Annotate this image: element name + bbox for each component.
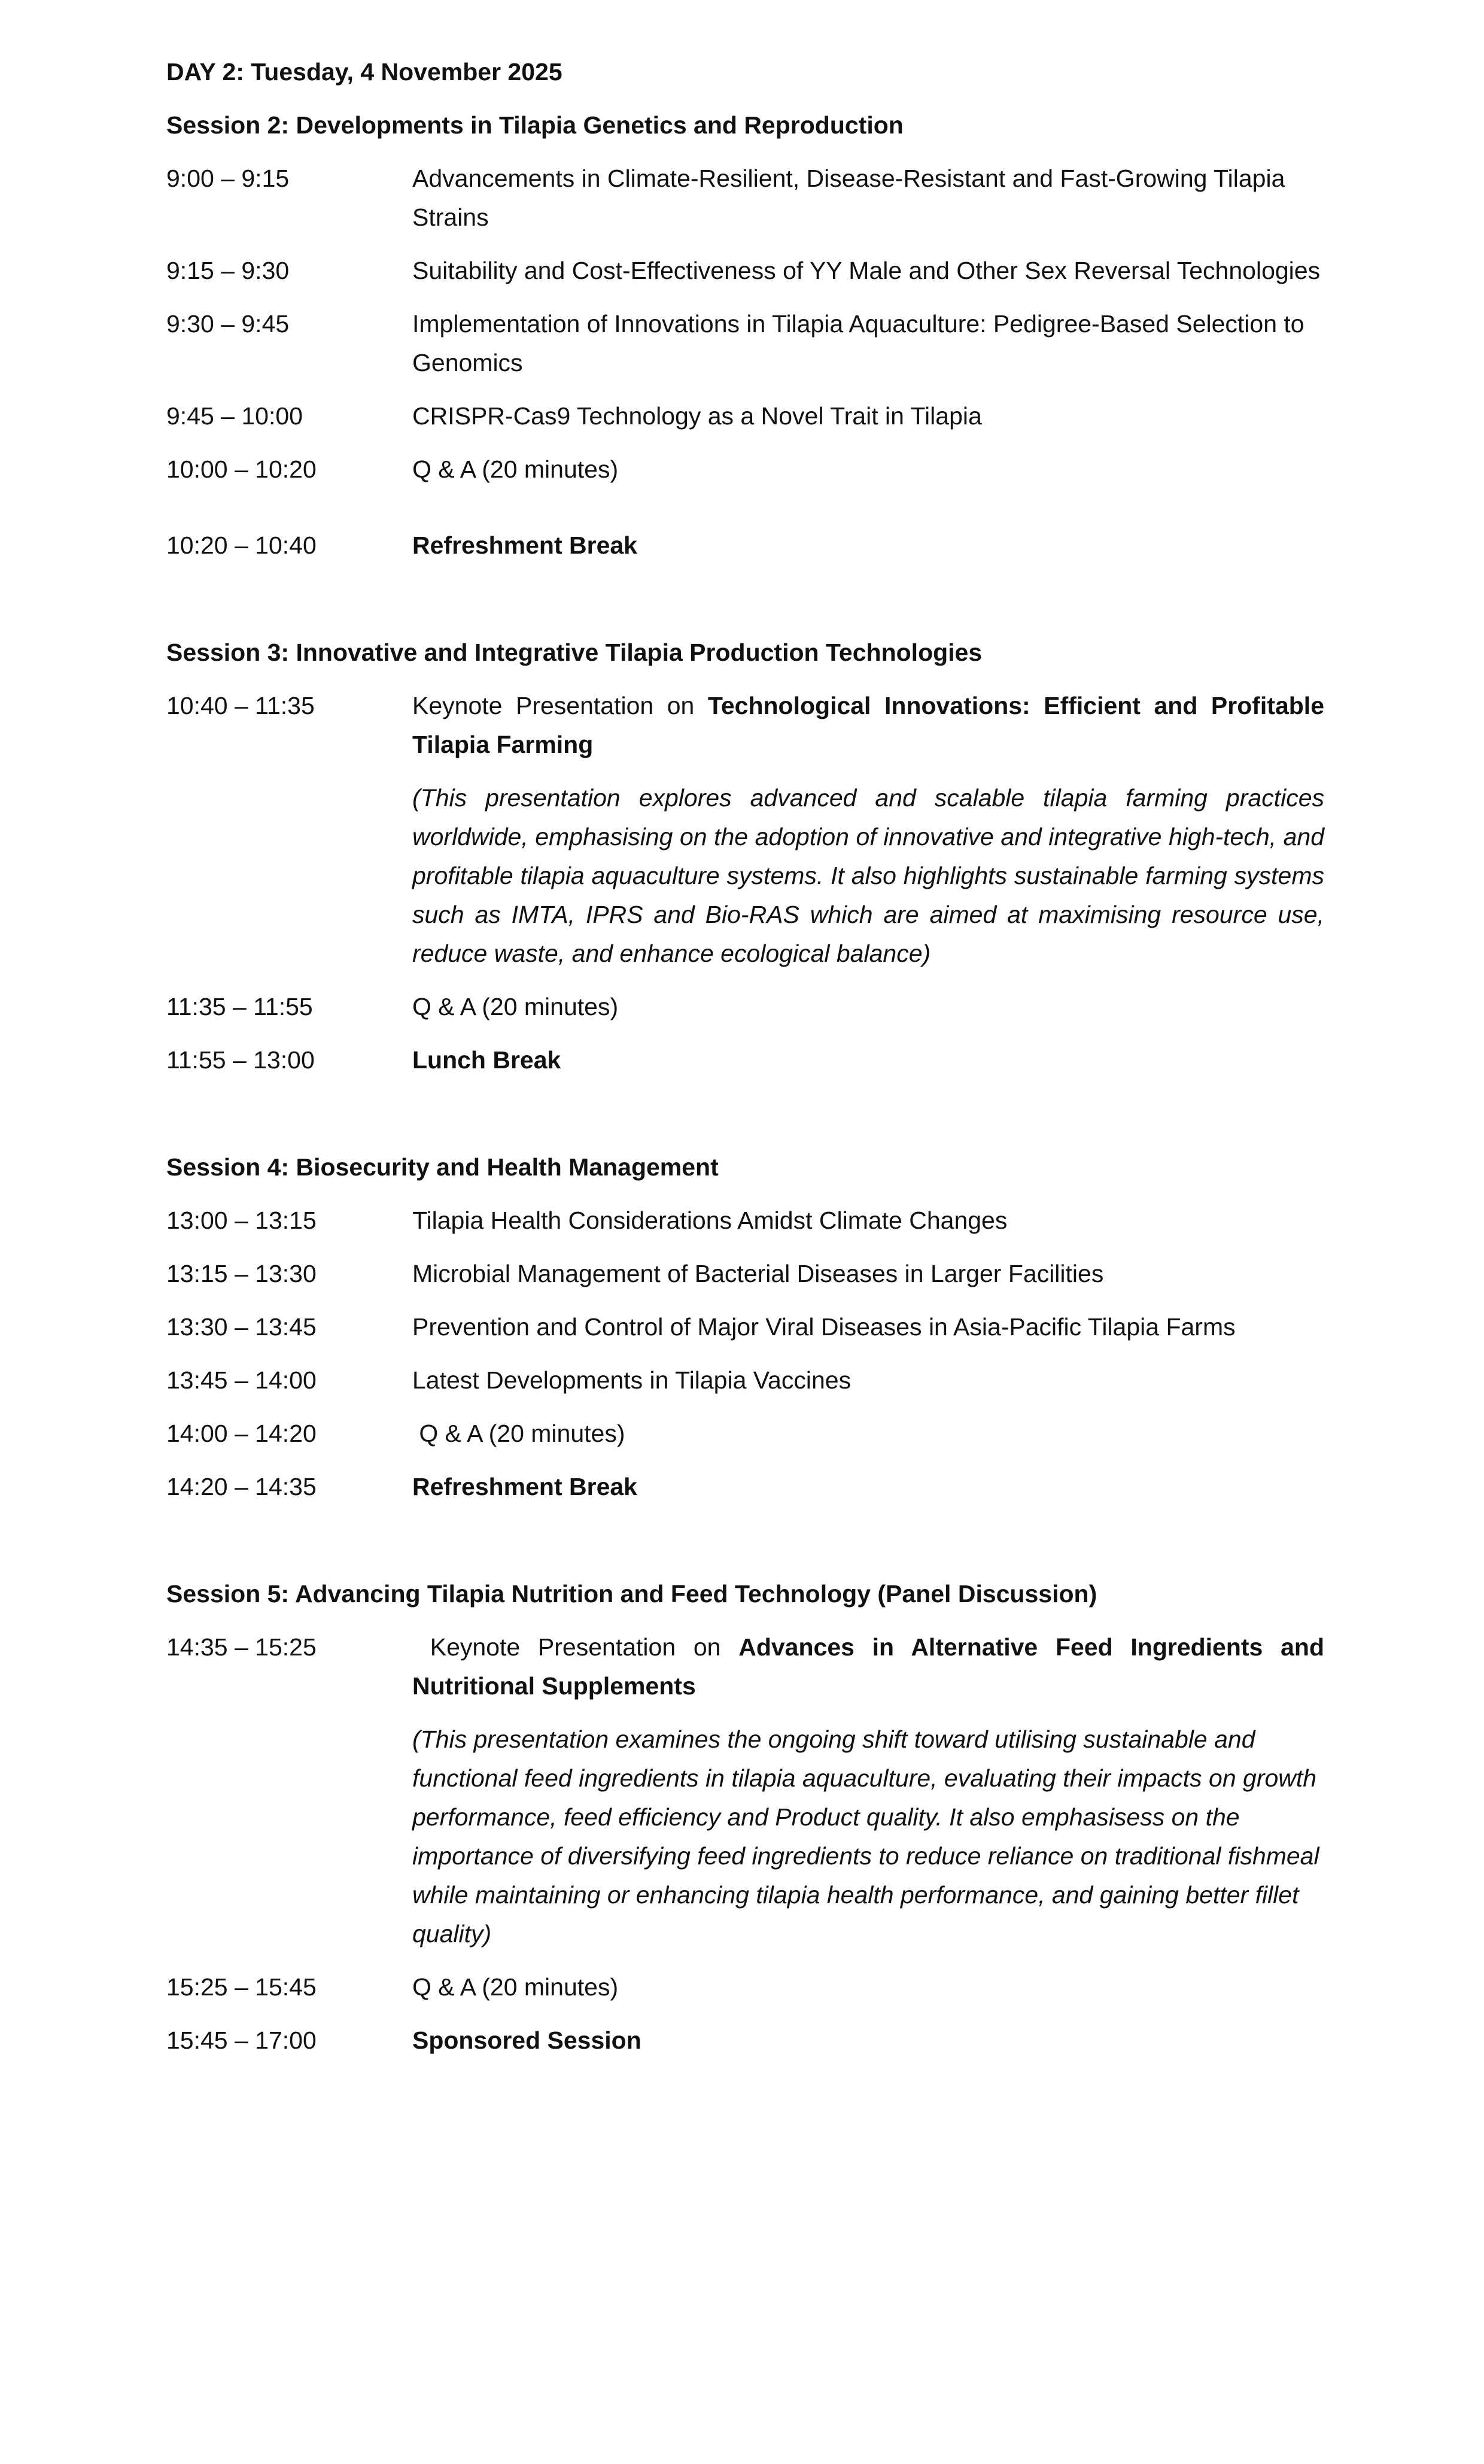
keynote-title: Technological Innovations: Efficient and Profitable Tilapia Farming (412, 692, 1324, 758)
sponsored-row (166, 2021, 1324, 2060)
schedule-row (166, 1361, 1324, 1400)
talk-title: CRISPR-Cas9 Technology as a Novel Trait in Tilapia (412, 402, 982, 430)
keynote-description: (This presentation examines the ongoing shift toward utilising sustainable and functional feed ingredients in tilapia aquaculture, evaluating their impacts on growth performance, feed efficiency and Product quality. It also emphasisess on the importance of diversifying feed ingredients to reduce reliance on traditional fishmeal while maintaining or enhancing tilapia health performance, and gaining better fillet quality) (412, 1725, 1319, 1947)
talk-title: Latest Developments in Tilapia Vaccines (412, 1366, 852, 1394)
refreshment-break: Refreshment Break (412, 531, 637, 559)
time-slot: 11:35 – 11:55 (166, 993, 313, 1020)
schedule-row (166, 1201, 1324, 1240)
keynote-description: (This presentation explores advanced and scalable tilapia farming practices worldwide, emphasising on the adoption of innovative and integrative high-tech, and profitable tilapia aquaculture systems. It also highlights sustainable farming systems such as IMTA, IPRS and Bio-RAS which are aimed at maximising resource use, reduce waste, and enhance ecological balance) (412, 784, 1324, 967)
time-slot: 14:20 – 14:35 (166, 1473, 317, 1500)
session-3-title: Session 3: Innovative and Integrative Tilapia Production Technologies (166, 639, 983, 666)
keynote-row (166, 686, 1324, 764)
talk-title: Implementation of Innovations in Tilapia Aquaculture: Pedigree-Based Selection to Genomics (412, 310, 1304, 376)
time-slot: 10:20 – 10:40 (166, 531, 317, 559)
qa-slot: Q & A (20 minutes) (412, 993, 619, 1020)
schedule-row (166, 988, 1324, 1026)
break-row (166, 526, 1324, 565)
time-slot: 11:55 – 13:00 (166, 1046, 315, 1074)
time-slot: 13:45 – 14:00 (166, 1366, 317, 1394)
qa-slot: Q & A (20 minutes) (412, 1420, 625, 1447)
session-4-title: Session 4: Biosecurity and Health Management (166, 1153, 719, 1181)
keynote-prefix: Keynote Presentation on (412, 1633, 739, 1661)
schedule-row (166, 251, 1324, 290)
schedule-row (166, 397, 1324, 436)
sponsored-session: Sponsored Session (412, 2027, 641, 2054)
talk-title: Suitability and Cost-Effectiveness of YY Male and Other Sex Reversal Technologies (412, 257, 1321, 284)
time-slot: 9:00 – 9:15 (166, 165, 290, 192)
time-slot: 10:00 – 10:20 (166, 455, 317, 483)
keynote-heading (412, 686, 1324, 764)
break-row (166, 1468, 1324, 1506)
time-slot: 9:30 – 9:45 (166, 310, 290, 338)
keynote-heading (412, 1628, 1324, 1706)
talk-title: Advancements in Climate-Resilient, Disease-Resistant and Fast-Growing Tilapia Strains (412, 165, 1285, 231)
schedule-row (166, 1308, 1324, 1347)
schedule-row (166, 1254, 1324, 1293)
time-slot: 15:25 – 15:45 (166, 1973, 317, 2001)
keynote-row (166, 1628, 1324, 1706)
schedule-row (166, 1968, 1324, 2007)
refreshment-break: Refreshment Break (412, 1473, 637, 1500)
programme-page (166, 53, 1324, 2074)
time-slot: 13:30 – 13:45 (166, 1313, 317, 1341)
time-slot: 14:00 – 14:20 (166, 1420, 317, 1447)
schedule-row (166, 305, 1324, 382)
time-slot: 13:15 – 13:30 (166, 1260, 317, 1287)
time-slot: 10:40 – 11:35 (166, 692, 315, 719)
time-slot: 15:45 – 17:00 (166, 2027, 317, 2054)
keynote-title: Advances in Alternative Feed Ingredients and Nutritional Supplements (412, 1633, 1324, 1700)
talk-title: Microbial Management of Bacterial Diseases in Larger Facilities (412, 1260, 1104, 1287)
talk-title: Prevention and Control of Major Viral Diseases in Asia-Pacific Tilapia Farms (412, 1313, 1236, 1341)
session-5-title: Session 5: Advancing Tilapia Nutrition and Feed Technology (Panel Discussion) (166, 1580, 1097, 1608)
time-slot: 14:35 – 15:25 (166, 1633, 317, 1661)
break-row (166, 1041, 1324, 1080)
schedule-row (166, 450, 1324, 489)
time-slot: 9:45 – 10:00 (166, 402, 303, 430)
qa-slot: Q & A (20 minutes) (412, 1973, 619, 2001)
schedule-row (166, 159, 1324, 237)
keynote-prefix: Keynote Presentation on (412, 692, 708, 719)
time-slot: 9:15 – 9:30 (166, 257, 290, 284)
qa-slot: Q & A (20 minutes) (412, 455, 619, 483)
lunch-break: Lunch Break (412, 1046, 561, 1074)
time-slot: 13:00 – 13:15 (166, 1207, 317, 1234)
session-2-title: Session 2: Developments in Tilapia Genetics and Reproduction (166, 111, 904, 139)
talk-title: Tilapia Health Considerations Amidst Climate Changes (412, 1207, 1008, 1234)
day-title: DAY 2: Tuesday, 4 November 2025 (166, 58, 562, 86)
schedule-row (166, 1414, 1324, 1453)
